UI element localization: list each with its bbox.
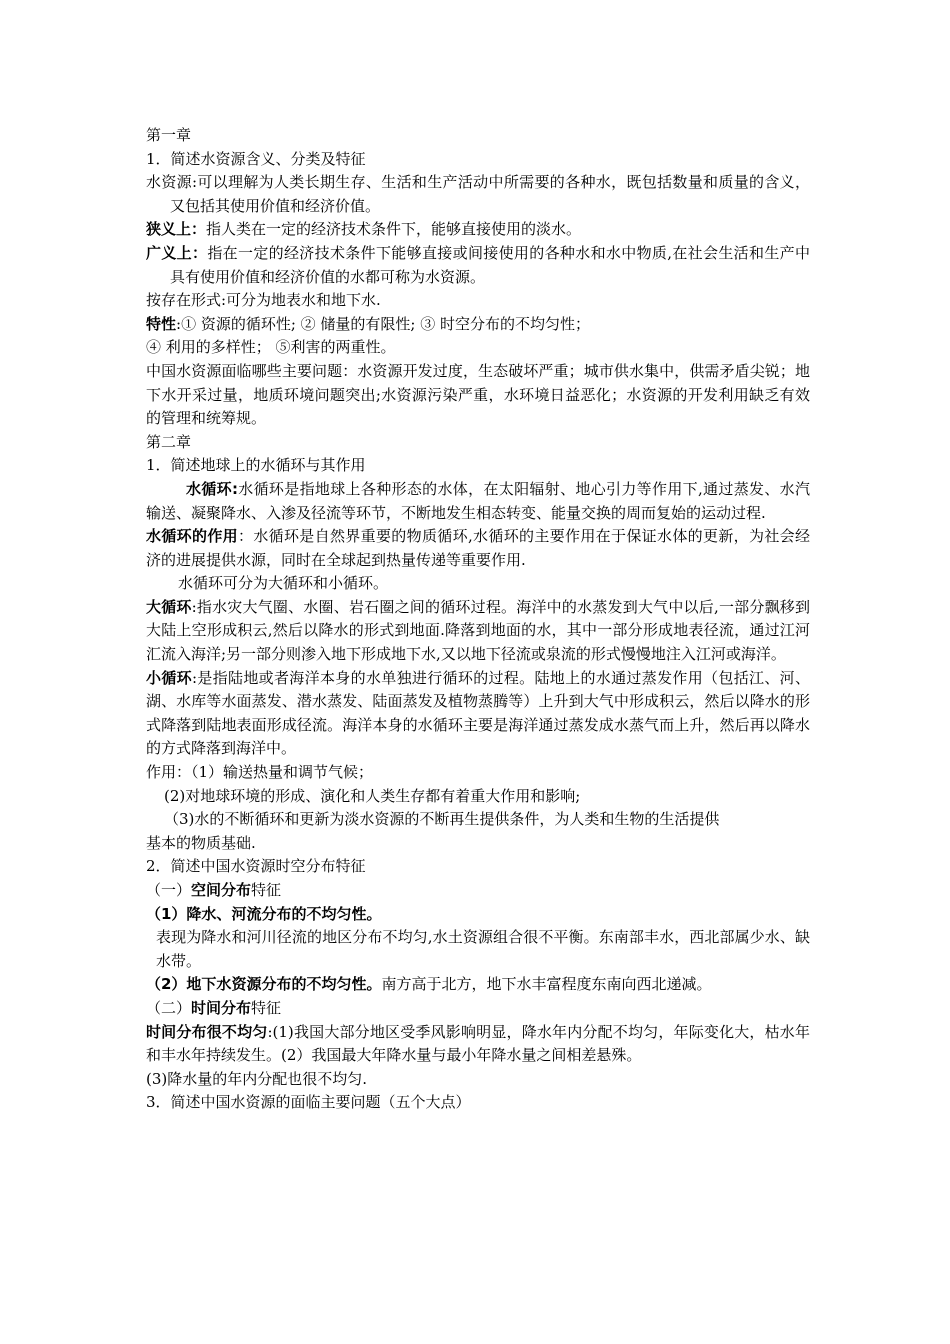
time-distribution-text-2: (3)降水量的年内分配也很不均匀.	[146, 1069, 368, 1088]
effect-3: （3)水的不断循环和更新为淡水资源的不断再生提供条件，为人类和生物的生活提供	[164, 810, 720, 829]
time-pre: （二）	[146, 998, 192, 1017]
space-item-2	[146, 973, 810, 997]
chapter2-title: 第二章	[146, 432, 192, 451]
space-item-1-text: 表现为降水和河川径流的地区分布不均匀,水土资源组合很不平衡。东南部丰水，西北部属少水、缺水带。	[156, 928, 810, 970]
time-distribution-heading	[146, 997, 810, 1021]
water-resource-definition: 水资源:可以理解为人类长期生存、生活和生产活动中所需要的各种水，既包括数量和质量的含义，又包括其使用价值和经济价值。	[146, 173, 810, 215]
narrow-text: 指人类在一定的经济技术条件下，能够直接使用的淡水。	[206, 220, 582, 239]
chapter2-question1: 1．简述地球上的水循环与其作用	[146, 456, 366, 475]
narrow-definition	[146, 218, 810, 242]
chapter2-question3: 3．简述中国水资源的面临主要问题（五个大点）	[146, 1093, 471, 1112]
big-cycle-label: 大循环	[146, 597, 192, 616]
chapter1-title: 第一章	[146, 126, 192, 144]
broad-text: 指在一定的经济技术条件下能够直接或间接使用的各种水和水中物质,在社会生活和生产中具有使用价值和经济价值的水都可称为水资源。	[170, 243, 810, 286]
features-text: :① 资源的循环性; ② 储量的有限性; ③ 时空分布的不均匀性；	[176, 314, 591, 333]
time-text: :(1)我国大部分地区受季风影响明显，降水年内分配不均匀，年际变化大，枯水年和丰水年持续发生。(2）我国最大年降水量与最小年降水量之间相差悬殊。	[146, 1022, 810, 1065]
document-page	[146, 124, 810, 1115]
big-cycle	[146, 596, 810, 667]
time-distribution-text	[146, 1021, 810, 1068]
chapter2-question2: 2．简述中国水资源时空分布特征	[146, 857, 366, 876]
small-cycle	[146, 667, 810, 761]
narrow-label: 狭义上：	[146, 220, 207, 239]
effect-2: (2)对地球环境的形成、演化和人类生存都有着重大作用和影响;	[164, 786, 581, 805]
time-bold: 时间分布	[191, 998, 252, 1017]
space-item-2-bold: （2）地下水资源分布的不均匀性。	[146, 975, 382, 994]
small-cycle-label: 小循环	[146, 668, 192, 687]
space-item-2-text: 南方高于北方，地下水丰富程度东南向西北递减。	[381, 975, 712, 994]
chapter1-question1: 1．简述水资源含义、分类及特征	[146, 149, 366, 168]
time-post: 特征	[251, 998, 282, 1017]
space-bold: 空间分布	[191, 881, 252, 899]
features-label: 特性	[146, 314, 177, 333]
space-pre: （一）	[146, 881, 192, 899]
features-line2: ④ 利用的多样性； ⑤利害的两重性。	[146, 338, 396, 357]
space-distribution-heading	[146, 879, 810, 903]
broad-definition	[146, 242, 810, 289]
space-item-1-heading	[146, 903, 810, 927]
water-cycle-text: 水循环是指地球上各种形态的水体，在太阳辐射、地心引力等作用下,通过蒸发、水汽输送、凝聚降水、入渗及径流等环节，不断地发生相态转变、能量交换的周而复始的运动过程.	[146, 479, 810, 522]
water-cycle-role-label: 水循环的作用	[146, 527, 238, 546]
china-water-problems: 中国水资源面临哪些主要问题：水资源开发过度，生态破坏严重；城市供水集中，供需矛盾尖锐；地下水开采过量，地质环境问题突出;水资源污染严重，水环境日益恶化；水资源的开发利用缺乏有效的管理和统筹规。	[146, 361, 810, 428]
water-cycle-role	[146, 525, 810, 572]
space-post: 特征	[251, 881, 282, 899]
effect-1: 作用：（1）输送热量和调节气候；	[146, 763, 374, 782]
broad-label: 广义上：	[146, 243, 208, 262]
existence-form: 按存在形式:可分为地表水和地下水.	[146, 291, 381, 310]
cycle-split: 水循环可分为大循环和小循环。	[178, 574, 389, 593]
water-cycle-label: 水循环:	[186, 479, 238, 498]
time-label: 时间分布很不均匀	[146, 1022, 268, 1041]
small-cycle-text: :是指陆地或者海洋本身的水单独进行循环的过程。陆地上的水通过蒸发作用（包括江、河、湖、水库等水面蒸发、潜水蒸发、陆面蒸发及植物蒸腾等）上升到大气中形成积云，然后以降水的形式降落到陆地表面形成径流。海洋本身的水循环主要是海洋通过蒸发成水蒸气而上升，然后再以降水的方式降落到海洋中。	[146, 668, 810, 758]
water-cycle-role-text: ：水循环是自然界重要的物质循环,水循环的主要作用在于保证水体的更新，为社会经济的进展提供水源，同时在全球起到热量传递等重要作用.	[146, 527, 810, 569]
features-line1	[146, 313, 810, 337]
water-cycle-definition	[146, 478, 810, 525]
effect-3-continued: 基本的物质基础.	[146, 833, 256, 852]
space-item-1-bold: （1）降水、河流分布的不均匀性。	[146, 904, 382, 923]
big-cycle-text: :指水灾大气圈、水圈、岩石圈之间的循环过程。海洋中的水蒸发到大气中以后,一部分飘移到大陆上空形成积云,然后以降水的形式到地面.降落到地面的水，其中一部分形成地表径流，通过江河汇流入海洋;另一部分则渗入地下形成地下水,又以地下径流或泉流的形式慢慢地注入江河或海洋。	[146, 597, 810, 664]
